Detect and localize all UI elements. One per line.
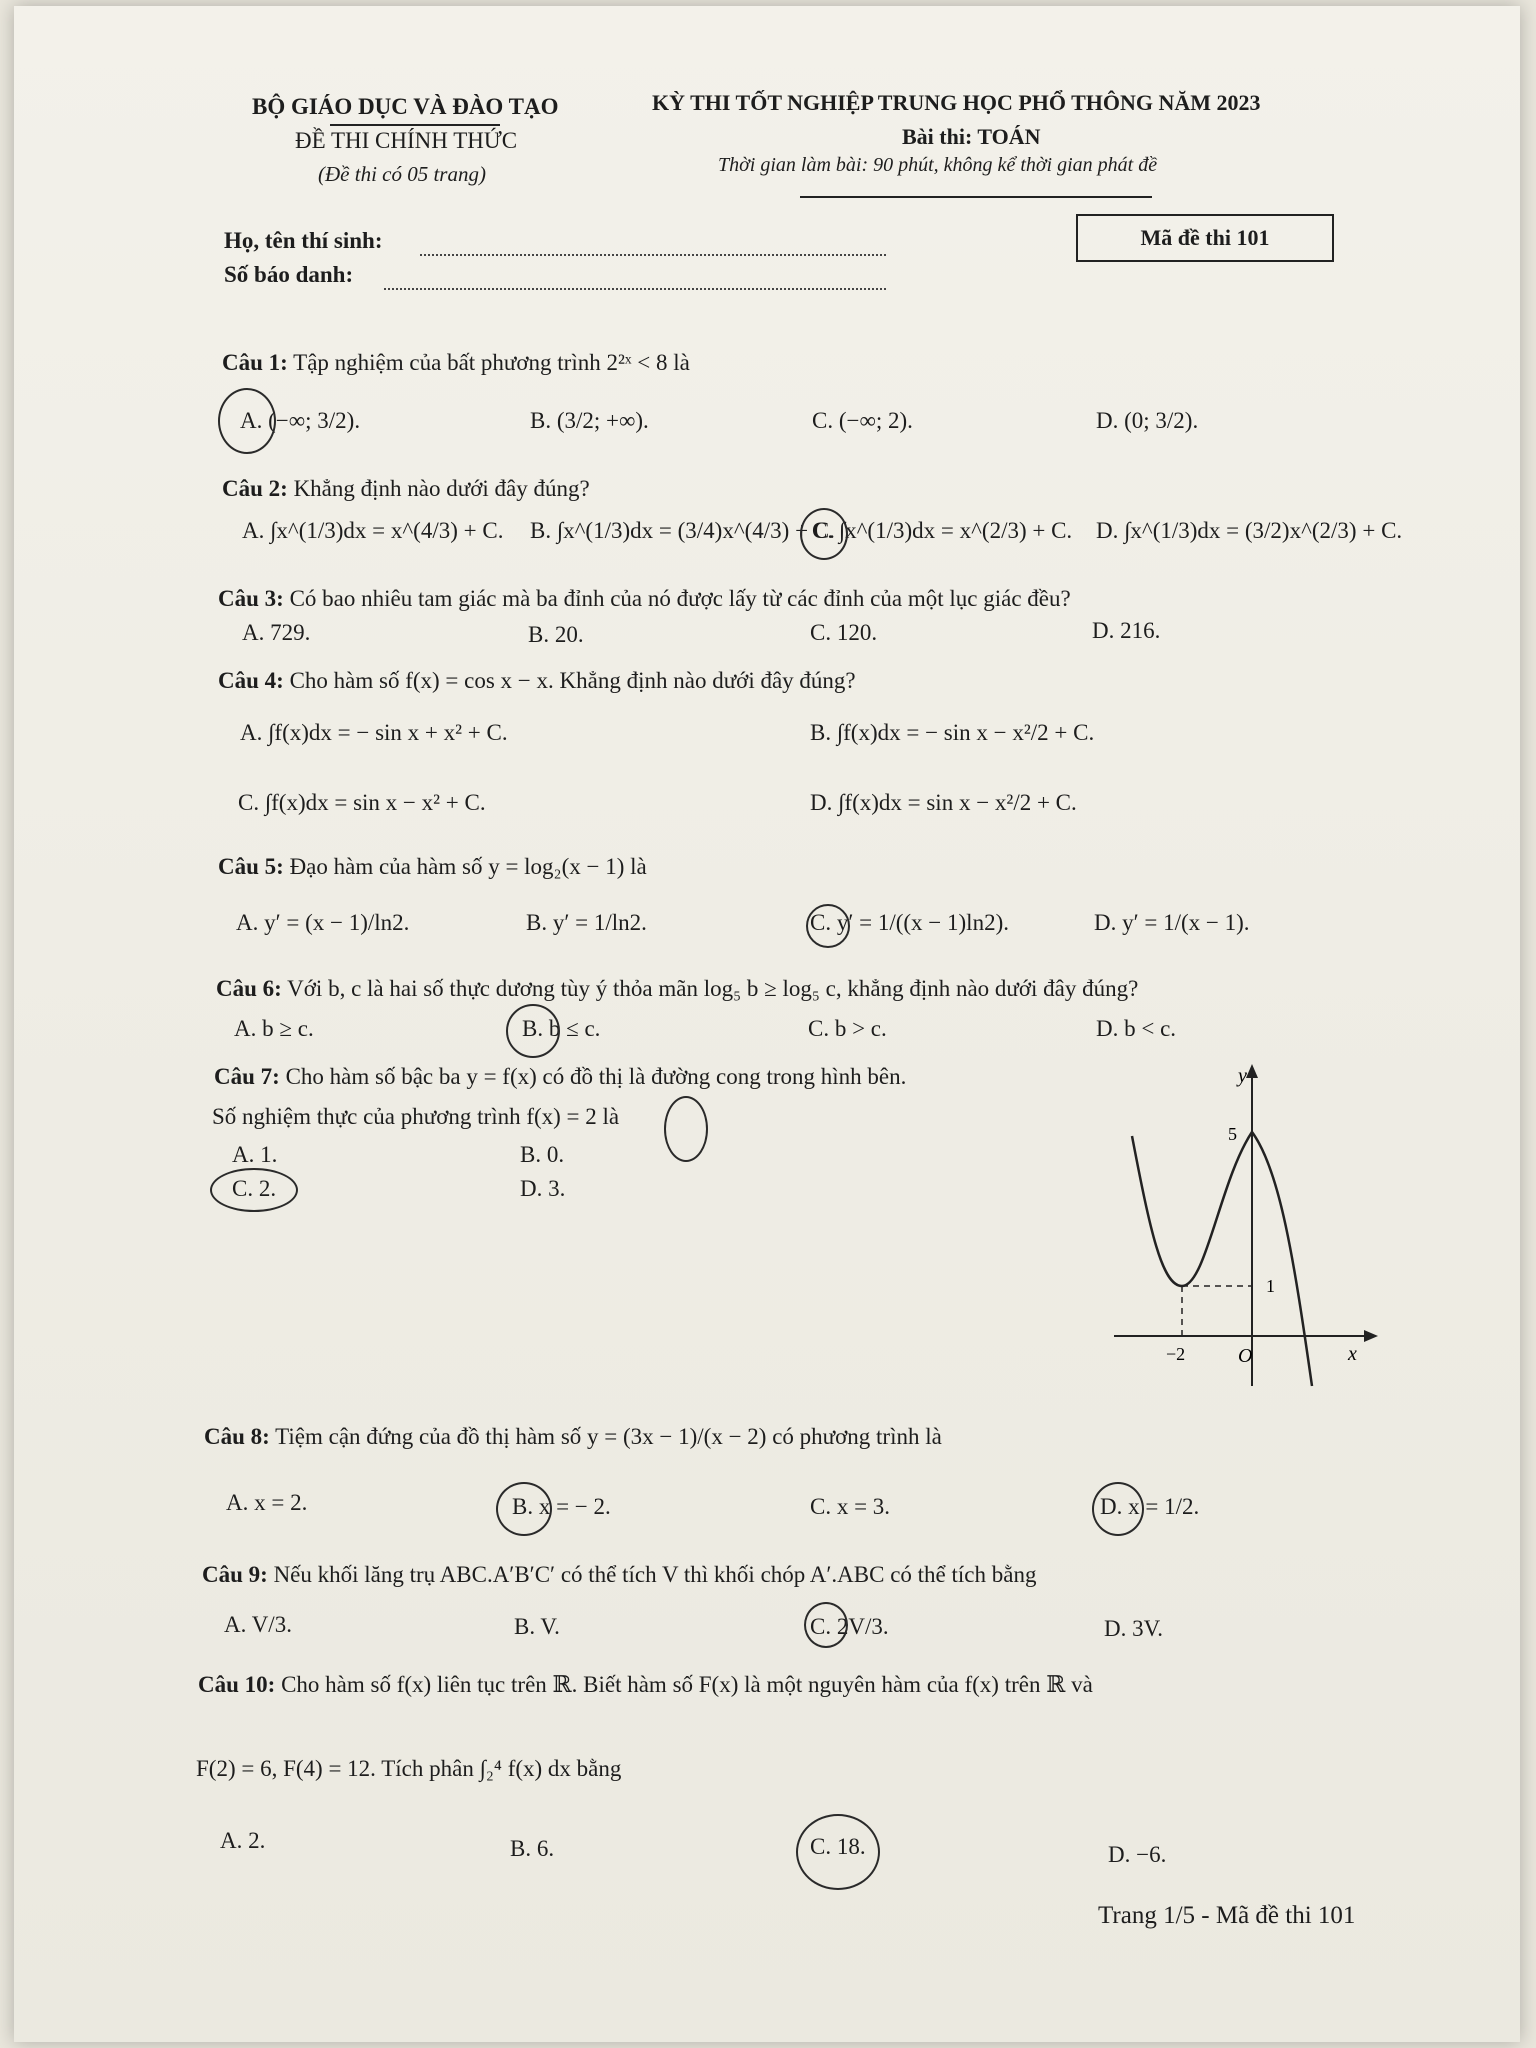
question-text: Đạo hàm của hàm số y = log₂(x − 1) là xyxy=(289,854,647,879)
option-8d: D. x = 1/2. xyxy=(1100,1494,1200,1519)
option-1b: B. (3/2; +∞). xyxy=(530,408,649,433)
question-text: Nếu khối lăng trụ ABC.A′B′C′ có thể tích V thì khối chóp A′.ABC có thể tích bằng xyxy=(273,1562,1037,1587)
question-4 xyxy=(218,668,856,694)
candidate-id-field xyxy=(384,288,886,290)
option-3b: B. 20. xyxy=(528,622,584,647)
question-label: Câu 6: xyxy=(216,976,282,1001)
handwritten-circle-mark xyxy=(506,1004,560,1058)
option-3a: A. 729. xyxy=(242,620,311,645)
subject-label: Bài thi: TOÁN xyxy=(902,124,1041,149)
question-10 xyxy=(198,1672,1093,1698)
option-6b: B. b ≤ c. xyxy=(522,1016,601,1041)
question-8 xyxy=(204,1424,942,1450)
option-2a: A. ∫x^(1/3)dx = x^(4/3) + C. xyxy=(242,518,504,543)
option-6a: A. b ≥ c. xyxy=(234,1016,314,1041)
question-label: Câu 10: xyxy=(198,1672,276,1697)
page-footer: Trang 1/5 - Mã đề thi 101 xyxy=(1098,1902,1356,1929)
time-note: Thời gian làm bài: 90 phút, không kể thời gian phát đề xyxy=(718,154,1158,176)
question-1 xyxy=(222,350,690,376)
option-2c: C. ∫x^(1/3)dx = x^(2/3) + C. xyxy=(812,518,1073,543)
option-10c: C. 18. xyxy=(810,1834,866,1859)
handwritten-circle-mark xyxy=(496,1482,552,1536)
handwritten-circle-mark xyxy=(800,508,848,560)
question-5 xyxy=(218,854,647,880)
question-text: Với b, c là hai số thực dương tùy ý thỏa mãn log₅ b ≥ log₅ c, khẳng định nào dưới đây đúng? xyxy=(287,976,1139,1001)
option-2b: B. ∫x^(1/3)dx = (3/4)x^(4/3) + C. xyxy=(530,518,835,543)
x-axis-arrow-icon xyxy=(1364,1330,1378,1342)
x-axis-label: x xyxy=(1348,1343,1357,1365)
question-text: Cho hàm số bậc ba y = f(x) có đồ thị là đường cong trong hình bên. xyxy=(285,1064,907,1089)
question-label: Câu 4: xyxy=(218,668,284,693)
curve xyxy=(1132,1132,1312,1386)
candidate-name-label: Họ, tên thí sinh: xyxy=(224,228,383,253)
question-text: Khẳng định nào dưới đây đúng? xyxy=(293,476,590,501)
question-text: Có bao nhiêu tam giác mà ba đỉnh của nó được lấy từ các đỉnh của một lục giác đều? xyxy=(289,586,1071,611)
question-6 xyxy=(216,976,1138,1002)
y-axis-arrow-icon xyxy=(1246,1064,1258,1078)
option-6c: C. b > c. xyxy=(808,1016,887,1041)
question-text: Tập nghiệm của bất phương trình 2²ˣ < 8 là xyxy=(293,350,690,375)
option-9a: A. V/3. xyxy=(224,1612,292,1637)
question-label: Câu 7: xyxy=(214,1064,280,1089)
option-3c: C. 120. xyxy=(810,620,878,645)
question-10-line2: F(2) = 6, F(4) = 12. Tích phân ∫₂⁴ f(x) dx bằng xyxy=(196,1756,622,1781)
option-5a: A. y′ = (x − 1)/ln2. xyxy=(236,910,410,935)
question-text: Cho hàm số f(x) liên tục trên ℝ. Biết hàm số F(x) là một nguyên hàm của f(x) trên ℝ và xyxy=(281,1672,1093,1697)
origin-label: O xyxy=(1238,1345,1253,1367)
question-text: Cho hàm số f(x) = cos x − x. Khẳng định nào dưới đây đúng? xyxy=(289,668,856,693)
cubic-function-graph xyxy=(1110,1060,1380,1400)
question-7 xyxy=(214,1064,906,1090)
official-label: ĐỀ THI CHÍNH THỨC xyxy=(295,128,518,153)
option-7b: B. 0. xyxy=(520,1142,565,1167)
y-axis-label: y xyxy=(1238,1065,1247,1087)
tick-label: 1 xyxy=(1266,1276,1275,1296)
option-7d: D. 3. xyxy=(520,1176,566,1201)
option-4b: B. ∫f(x)dx = − sin x − x²/2 + C. xyxy=(810,720,1095,745)
question-label: Câu 9: xyxy=(202,1562,268,1587)
question-label: Câu 2: xyxy=(222,476,288,501)
ministry-name: BỘ GIÁO DỤC VÀ ĐÀO TẠO xyxy=(252,94,559,119)
candidate-id-label: Số báo danh: xyxy=(224,262,354,287)
divider xyxy=(330,124,500,126)
divider xyxy=(800,196,1152,198)
option-6d: D. b < c. xyxy=(1096,1016,1177,1041)
option-7c: C. 2. xyxy=(232,1176,277,1201)
handwritten-circle-mark xyxy=(796,1814,880,1890)
option-1c: C. (−∞; 2). xyxy=(812,408,913,433)
option-8a: A. x = 2. xyxy=(226,1490,308,1515)
option-5c: C. y′ = 1/((x − 1)ln2). xyxy=(810,910,1009,935)
option-3d: D. 216. xyxy=(1092,618,1161,643)
option-9b: B. V. xyxy=(514,1614,560,1639)
handwritten-circle-mark xyxy=(806,904,850,948)
tick-label: 5 xyxy=(1228,1124,1237,1144)
option-8b: B. x = − 2. xyxy=(512,1494,611,1519)
handwritten-circle-mark xyxy=(1092,1482,1144,1536)
candidate-name-field xyxy=(420,254,886,256)
handwritten-circle-mark xyxy=(664,1096,708,1162)
question-9 xyxy=(202,1562,1036,1588)
question-text: Tiệm cận đứng của đồ thị hàm số y = (3x − 1)/(x − 2) có phương trình là xyxy=(275,1424,942,1449)
exam-code-box: Mã đề thi 101 xyxy=(1076,214,1334,262)
option-10b: B. 6. xyxy=(510,1836,555,1861)
option-8c: C. x = 3. xyxy=(810,1494,891,1519)
option-9c: C. 2V/3. xyxy=(810,1614,889,1639)
question-label: Câu 1: xyxy=(222,350,288,375)
option-5d: D. y′ = 1/(x − 1). xyxy=(1094,910,1250,935)
option-4d: D. ∫f(x)dx = sin x − x²/2 + C. xyxy=(810,790,1077,815)
handwritten-circle-mark xyxy=(218,388,276,454)
option-10a: A. 2. xyxy=(220,1828,266,1853)
option-1d: D. (0; 3/2). xyxy=(1096,408,1199,433)
option-1a: A. (−∞; 3/2). xyxy=(240,408,361,433)
question-2 xyxy=(222,476,590,502)
handwritten-circle-mark xyxy=(210,1168,298,1212)
pages-note: (Đề thi có 05 trang) xyxy=(318,162,486,186)
option-5b: B. y′ = 1/ln2. xyxy=(526,910,647,935)
tick-label: −2 xyxy=(1166,1344,1186,1364)
question-label: Câu 5: xyxy=(218,854,284,879)
question-3 xyxy=(218,586,1071,612)
option-4a: A. ∫f(x)dx = − sin x + x² + C. xyxy=(240,720,508,745)
exam-title: KỲ THI TỐT NGHIỆP TRUNG HỌC PHỔ THÔNG NĂM 2023 xyxy=(652,90,1261,115)
option-2d: D. ∫x^(1/3)dx = (3/2)x^(2/3) + C. xyxy=(1096,518,1403,543)
question-7-line2: Số nghiệm thực của phương trình f(x) = 2 là xyxy=(212,1104,620,1129)
question-label: Câu 8: xyxy=(204,1424,270,1449)
option-10d: D. −6. xyxy=(1108,1842,1167,1867)
option-4c: C. ∫f(x)dx = sin x − x² + C. xyxy=(238,790,486,815)
option-7a: A. 1. xyxy=(232,1142,278,1167)
option-9d: D. 3V. xyxy=(1104,1616,1164,1641)
handwritten-circle-mark xyxy=(804,1602,848,1648)
question-label: Câu 3: xyxy=(218,586,284,611)
